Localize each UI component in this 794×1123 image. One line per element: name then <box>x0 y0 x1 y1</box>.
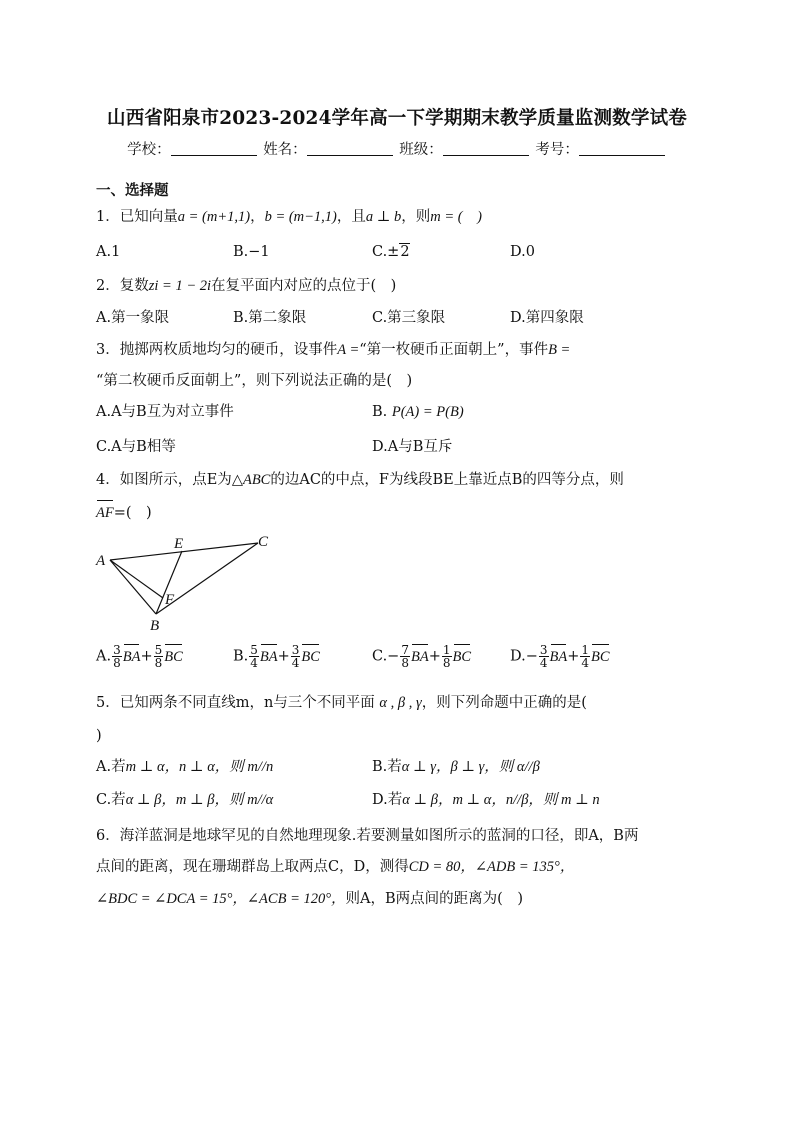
q3-option-b[interactable]: B. P(A) = P(B) <box>372 404 464 420</box>
vector-b-expr: b = (m−1,1) <box>264 209 337 225</box>
number-label: 考号： <box>535 142 579 158</box>
segment-ab <box>110 560 156 614</box>
q2-option-b[interactable]: B.第二象限 <box>233 310 307 326</box>
number-blank[interactable] <box>579 141 665 156</box>
question-3-line-1: 3．抛掷两枚质地均匀的硬币，设事件A =“第一枚硬币正面朝上”，事件B = <box>96 342 571 358</box>
question-5-line-1: 5．已知两条不同直线m，n与三个不同平面 α , β , γ，则下列命题中正确的是( <box>96 695 587 711</box>
label-e: E <box>174 536 184 552</box>
question-4-line-2: AF=( ) <box>96 505 152 521</box>
q1-option-b[interactable]: B.−1 <box>233 244 270 260</box>
q5-option-b[interactable]: B.若α ⊥ γ，β ⊥ γ，则 α//β <box>372 759 540 775</box>
q2-option-a[interactable]: A.第一象限 <box>96 310 170 326</box>
question-3-line-2: “第二枚硬币反面朝上”，则下列说法正确的是( ) <box>96 373 413 389</box>
question-6-line-3: ∠BDC = ∠DCA = 15°，∠ACB = 120°，则A，B两点间的距离为( ) <box>96 891 523 907</box>
q4-option-d[interactable]: D.− $\frac{3}{4}$ BA+ $\frac{1}{4}$ BC <box>510 643 610 670</box>
q1-option-a[interactable]: A.1 <box>96 244 121 260</box>
q4-option-b[interactable]: B. $\frac{5}{4}$ BA+ $\frac{3}{4}$ BC <box>233 643 320 670</box>
vector-a-expr: a = (m+1,1) <box>177 209 251 225</box>
class-label: 班级： <box>399 142 443 158</box>
perp-condition: a ⊥ b <box>365 209 402 225</box>
label-c: C <box>258 534 269 550</box>
label-a: A <box>96 553 106 569</box>
question-4-line-1: 4．如图所示，点E为△ABC的边AC的中点，F为线段BE上靠近点B的四等分点，则 <box>96 472 624 488</box>
q5-option-c[interactable]: C.若α ⊥ β，m ⊥ β，则 m//α <box>96 792 274 808</box>
school-blank[interactable] <box>171 141 257 156</box>
q4-option-c[interactable]: C.− $\frac{7}{8}$ BA+ $\frac{1}{8}$ BC <box>372 643 472 670</box>
q4-option-a[interactable]: A. $\frac{3}{8}$ BA+ $\frac{5}{8}$ BC <box>96 643 183 670</box>
label-f: F <box>165 592 175 608</box>
q5-option-a[interactable]: A.若m ⊥ α，n ⊥ α，则 m//n <box>96 759 274 775</box>
student-info-row <box>0 138 794 159</box>
question-1: 1．已知向量a = (m+1,1)，b = (m−1,1)，且a ⊥ b，则m = ( ) <box>96 209 482 225</box>
vector-af: AF <box>96 505 114 521</box>
q3-option-c[interactable]: C.A与B相等 <box>96 439 176 455</box>
q2-option-c[interactable]: C.第三象限 <box>372 310 446 326</box>
exam-title: 山西省阳泉市2023-2024学年高一下学期期末教学质量监测数学试卷 <box>107 108 687 129</box>
question-6-line-1: 6．海洋蓝洞是地球罕见的自然地理现象.若要测量如图所示的蓝洞的口径，即A，B两 <box>96 828 639 844</box>
name-blank[interactable] <box>307 141 393 156</box>
question-5-line-2: ) <box>96 728 102 744</box>
q1-ask: m = ( ) <box>430 209 482 225</box>
q1-option-c[interactable]: C.±2 <box>372 244 410 260</box>
section-heading: 一、选择题 <box>96 182 169 199</box>
q5-option-d[interactable]: D.若α ⊥ β，m ⊥ α，n//β，则 m ⊥ n <box>372 792 600 808</box>
segment-ac <box>110 543 258 560</box>
question-6-line-2: 点间的距离，现在珊瑚群岛上取两点C，D，测得CD = 80，∠ADB = 135°， <box>96 859 575 875</box>
q3-option-a[interactable]: A.A与B互为对立事件 <box>96 404 234 420</box>
name-label: 姓名： <box>263 142 307 158</box>
complex-expr: zi = 1 − 2i <box>148 278 212 294</box>
school-label: 学校： <box>127 142 171 158</box>
q1-option-d[interactable]: D.0 <box>510 244 535 260</box>
class-blank[interactable] <box>443 141 529 156</box>
triangle-figure <box>92 528 292 636</box>
question-2: 2．复数zi = 1 − 2i在复平面内对应的点位于( ) <box>96 278 397 294</box>
segment-af <box>110 560 163 598</box>
q3-option-d[interactable]: D.A与B互斥 <box>372 439 453 455</box>
q2-option-d[interactable]: D.第四象限 <box>510 310 584 326</box>
label-b: B <box>150 618 160 634</box>
